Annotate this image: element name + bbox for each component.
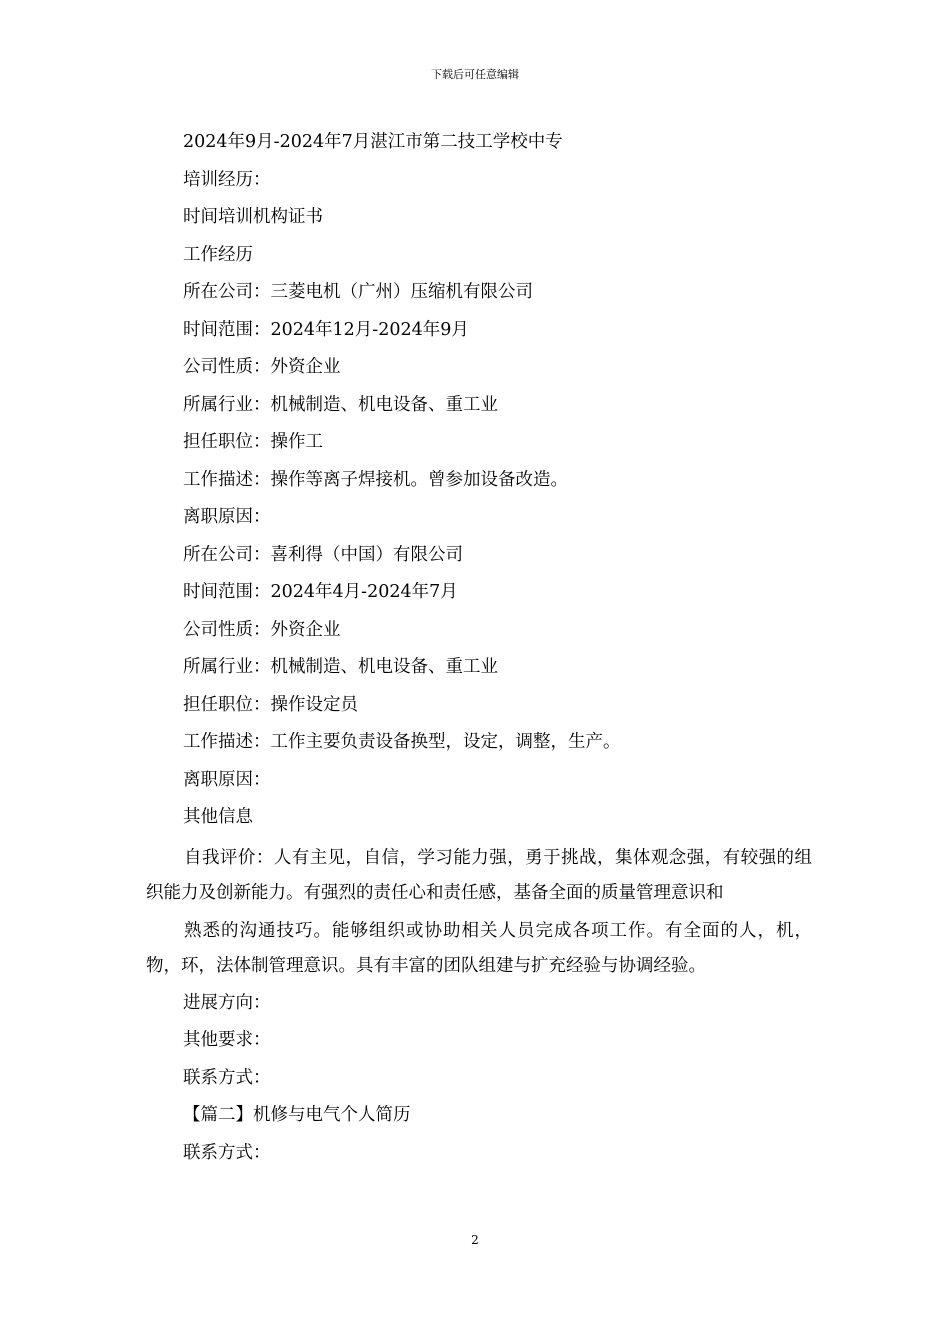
job2-industry: 所属行业：机械制造、机电设备、重工业 [183, 657, 498, 677]
self-evaluation-continuation: 熟悉的沟通技巧。能够组织或协助相关人员完成各项工作。有全面的人，机，物，环，法体制管理意识。具有丰富的团队组建与扩充经验与协调经验。 [146, 920, 812, 976]
job1-industry: 所属行业：机械制造、机电设备、重工业 [183, 394, 498, 415]
development-direction: 进展方向： [183, 992, 271, 1013]
contact-info-part-two: 联系方式： [183, 1142, 271, 1163]
section-title-part-two: 【篇二】机修与电气个人简历 [183, 1105, 411, 1125]
job1-company-type: 公司性质：外资企业 [183, 357, 341, 377]
contact-info: 联系方式： [183, 1067, 271, 1088]
job2-company-type: 公司性质：外资企业 [183, 619, 341, 640]
training-columns: 时间培训机构证书 [183, 207, 323, 227]
page-number: 2 [471, 1233, 479, 1247]
job2-period: 时间范围：2024年4月-2024年7月 [183, 582, 458, 602]
job1-period: 时间范围：2024年12月-2024年9月 [183, 319, 469, 340]
self-evaluation-paragraph: 自我评价：人有主见，自信，学习能力强，勇于挑战，集体观念强，有较强的组织能力及创新能力。有强烈的责任心和责任感，基备全面的质量管理意识和 [146, 847, 812, 903]
job2-description: 工作描述：工作主要负责设备换型，设定，调整，生产。 [183, 732, 621, 752]
header-note: 下载后可任意编辑 [431, 68, 519, 81]
job1-position: 担任职位：操作工 [183, 432, 323, 452]
job2-company: 所在公司：喜利得（中国）有限公司 [183, 544, 463, 565]
work-experience-heading: 工作经历 [183, 244, 253, 265]
other-requirements: 其他要求： [183, 1030, 271, 1050]
job2-position: 担任职位：操作设定员 [183, 694, 358, 715]
other-info-heading: 其他信息 [183, 807, 253, 827]
job1-company: 所在公司：三菱电机（广州）压缩机有限公司 [183, 282, 533, 302]
job1-leave-reason: 离职原因： [183, 507, 271, 527]
document-body [146, 124, 812, 1172]
job1-description: 工作描述：操作等离子焊接机。曾参加设备改造。 [183, 469, 568, 490]
training-heading: 培训经历： [183, 169, 271, 190]
job2-leave-reason: 离职原因： [183, 769, 271, 790]
education-entry: 2024年9月-2024年7月湛江市第二技工学校中专 [183, 132, 563, 152]
